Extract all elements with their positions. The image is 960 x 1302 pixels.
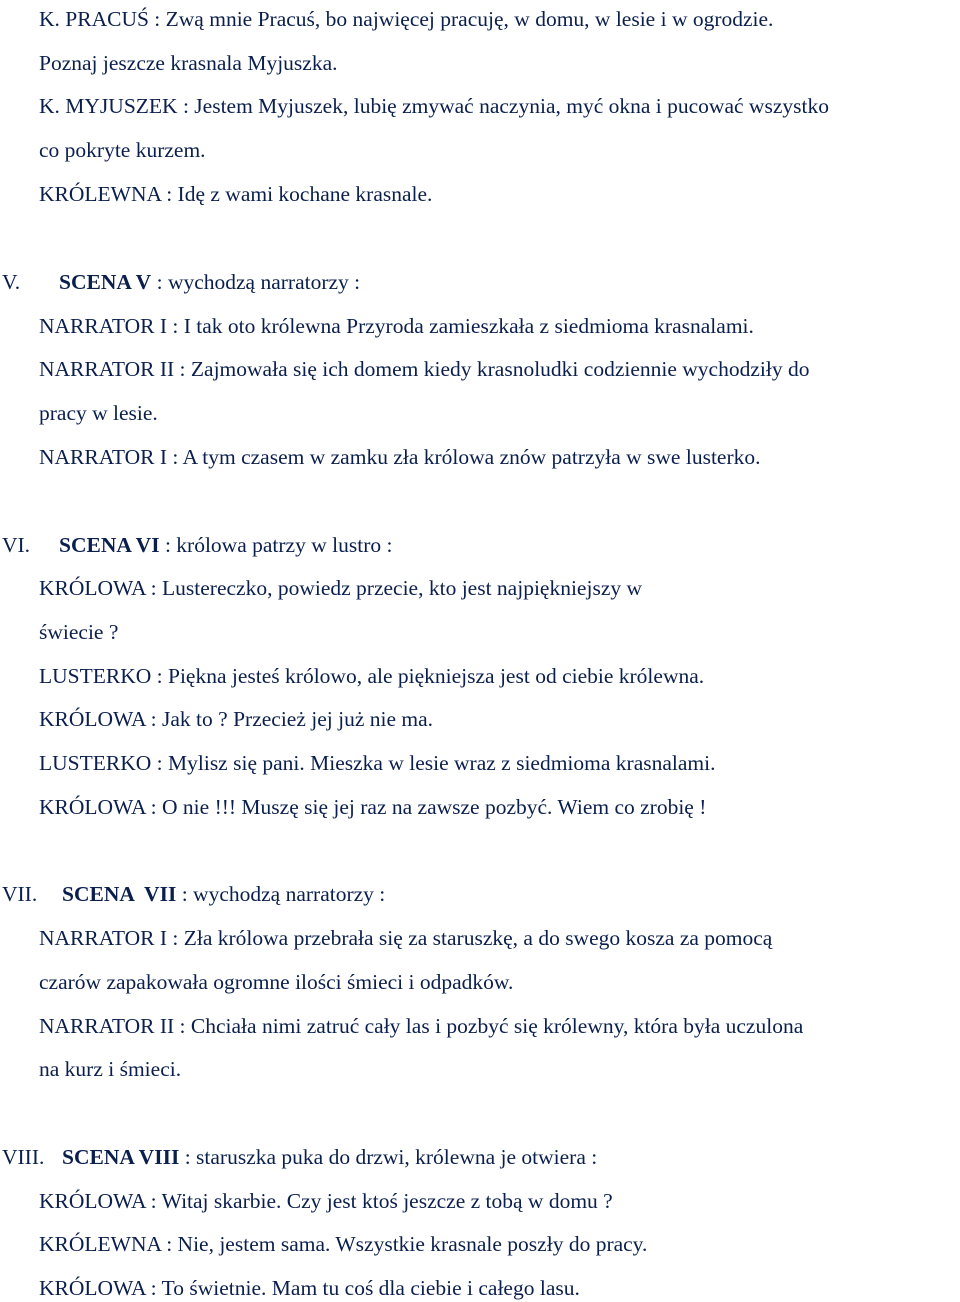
dialogue-line: KRÓLOWA : Witaj skarbie. Czy jest ktoś jeszcze z tobą w domu ? [39,1189,613,1213]
scene-heading [0,532,392,558]
dialogue-line: świecie ? [39,620,119,644]
dialogue-line: NARRATOR I : I tak oto królewna Przyroda zamieszkała z siedmioma krasnalami. [39,314,754,338]
text-line: K. PRACUŚ : Zwą mnie Pracuś, bo najwięcej pracuję, w domu, w lesie i w ogrodzie. [39,7,774,31]
scene-heading [0,881,385,907]
scene-title: SCENA VII [62,882,177,906]
scene-heading [0,1144,597,1170]
scene-number: VI. [2,533,31,557]
text-line: KRÓLEWNA : Idę z wami kochane krasnale. [39,182,433,206]
scene-title: SCENA VIII [62,1145,180,1169]
dialogue-line: NARRATOR II : Chciała nimi zatruć cały las i pozbyć się królewny, która była uczulona [39,1014,804,1038]
dialogue-line: NARRATOR I : Zła królowa przebrała się za staruszkę, a do swego kosza za pomocą [39,926,773,950]
scene-description: : staruszka puka do drzwi, królewna je otwiera : [179,1145,598,1169]
dialogue-line: KRÓLOWA : Jak to ? Przecież jej już nie ma. [39,707,434,731]
scene-description: : królowa patrzy w lustro : [159,533,393,557]
scene-number: VIII. [2,1145,45,1169]
text-line: Poznaj jeszcze krasnala Myjuszka. [39,51,338,75]
dialogue-line: KRÓLOWA : Lustereczko, powiedz przecie, kto jest najpiękniejszy w [39,576,643,600]
dialogue-line: KRÓLEWNA : Nie, jestem sama. Wszystkie krasnale poszły do pracy. [39,1232,648,1256]
dialogue-line: NARRATOR I : A tym czasem w zamku zła królowa znów patrzyła w swe lusterko. [39,445,761,469]
scene-number: VII. [2,882,38,906]
scene-number: V. [2,270,21,294]
dialogue-line: NARRATOR II : Zajmowała się ich domem kiedy krasnoludki codziennie wychodziły do [39,357,810,381]
scene-title: SCENA VI [59,533,160,557]
scene-title: SCENA V [59,270,152,294]
dialogue-line: pracy w lesie. [39,401,158,425]
text-line: K. MYJUSZEK : Jestem Myjuszek, lubię zmywać naczynia, myć okna i pucować wszystko [39,94,829,118]
dialogue-line: KRÓLOWA : To świetnie. Mam tu coś dla ciebie i całego lasu. [39,1276,580,1300]
scene-description: : wychodzą narratorzy : [151,270,361,294]
dialogue-line: na kurz i śmieci. [39,1057,182,1081]
scene-description: : wychodzą narratorzy : [176,882,386,906]
scene-heading [0,269,360,295]
dialogue-line: KRÓLOWA : O nie !!! Muszę się jej raz na zawsze pozbyć. Wiem co zrobię ! [39,795,707,819]
dialogue-line: LUSTERKO : Mylisz się pani. Mieszka w lesie wraz z siedmioma krasnalami. [39,751,716,775]
dialogue-line: czarów zapakowała ogromne ilości śmieci i odpadków. [39,970,514,994]
text-line: co pokryte kurzem. [39,138,206,162]
dialogue-line: LUSTERKO : Piękna jesteś królowo, ale piękniejsza jest od ciebie królewna. [39,664,705,688]
